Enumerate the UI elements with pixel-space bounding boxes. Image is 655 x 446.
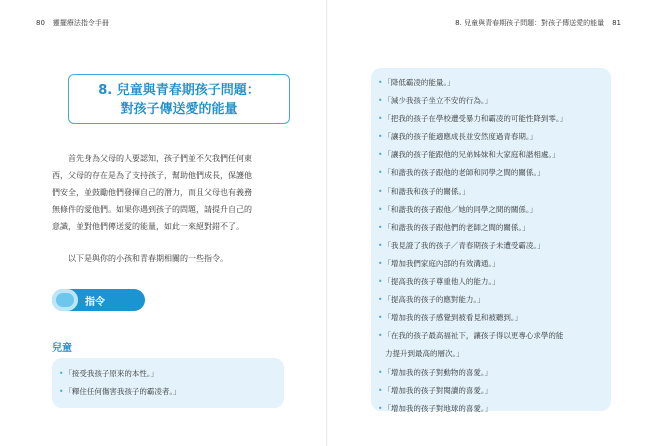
instruction-item: •「我見證了我的孩子／青春期孩子未遭受霸凌。」 (378, 240, 545, 250)
left-page-number: 80 (36, 19, 45, 27)
right-running-header (455, 18, 621, 28)
chapter-title-line2: 對孩子傳送愛的能量 (120, 102, 238, 117)
instruction-item: •「減少我孩子坐立不安的行為。」 (378, 96, 493, 106)
section-heading-children: 兒童 (52, 343, 72, 354)
instruction-item: •「在我的孩子最高福祉下，讓孩子得以更專心求學的能 (378, 331, 564, 341)
instruction-item: •「釋住任何傷害我孩子的霸凌者。」 (59, 387, 181, 397)
left-instruction-box (52, 358, 284, 408)
bullet-icon: • (378, 96, 383, 106)
chapter-title-line1: 8. 兒童與青春期孩子問題： (98, 83, 260, 98)
right-instruction-box (371, 68, 611, 411)
chapter-title-box (68, 74, 290, 124)
badge-circle-icon (52, 289, 78, 311)
instruction-item: •「提高我的孩子尊重他人的能力。」 (378, 277, 500, 287)
instruction-item-continuation: 力提升到最高的層次。」 (385, 349, 464, 359)
bullet-icon: • (378, 78, 383, 87)
instruction-item: •「把我的孩子在學校遭受暴力和霸凌的可能性降到零。」 (378, 114, 568, 124)
bullet-icon: • (378, 277, 383, 287)
instruction-item: •「接受我孩子原來的本性。」 (59, 369, 159, 378)
intro-paragraph (52, 150, 287, 235)
paragraph-line: 西，父母的存在是為了支持孩子，幫助他們成長，保護他 (52, 171, 252, 180)
bullet-icon: • (378, 150, 383, 160)
bullet-icon: • (378, 222, 383, 232)
instruction-item: •「讓我的孩子能跟他的兄弟姊妹和大家庭和諧相處。」 (378, 150, 560, 160)
instruction-item: •「提高我的孩子的應對能力。」 (378, 295, 485, 305)
bullet-icon: • (378, 132, 383, 142)
instruction-item: •「和諧我的孩子跟他的老師和同學之間的關係。」 (378, 168, 545, 178)
paragraph-line: 無條件的愛他們。如果你遇到孩子的問題，請提升自己的 (52, 205, 252, 214)
instruction-item: •「增加我的孩子對地球的喜愛。」 (378, 403, 493, 413)
instruction-item: •「增加我的孩子感覺到被看見和被聽到。」 (378, 313, 523, 323)
instruction-item: •「和諧我的孩子跟他們的老師之間的關係。」 (378, 222, 530, 232)
instruction-item: •「增加我們家庭內部的有效溝通。」 (378, 258, 500, 268)
bullet-icon: • (378, 385, 383, 395)
bullet-icon: • (378, 403, 383, 413)
bullet-icon: • (378, 367, 383, 377)
paragraph-line: 首先身為父母的人要認知，孩子們並不欠我們任何東 (68, 154, 252, 163)
bullet-icon: • (59, 369, 64, 378)
instruction-item: •「和諧我和孩子的關係。」 (378, 186, 470, 196)
paragraph-line: 意識，並對他們傳送愛的能量，如此一來絕對錯不了。 (52, 222, 244, 231)
instruction-item: •「增加我的孩子對閱讀的喜愛。」 (378, 385, 493, 395)
right-running-title: 8. 兒童與青春期孩子問題：對孩子傳送愛的能量 (455, 19, 605, 27)
bullet-icon: • (378, 114, 383, 124)
bullet-icon: • (378, 331, 383, 341)
instruction-item: •「和諧我的孩子跟他／她的同學之間的關係。」 (378, 204, 538, 214)
page-gutter (326, 0, 328, 446)
paragraph-line: 們安全，並鼓勵他們發揮自己的潛力，而且父母也有義務 (52, 188, 252, 197)
instruction-item: •「讓我的孩子能適應成長並安然度過青春期。」 (378, 132, 538, 142)
bullet-icon: • (378, 258, 383, 268)
left-running-header (36, 18, 109, 28)
bullet-icon: • (378, 186, 383, 196)
lead-in-paragraph (52, 250, 287, 267)
bullet-icon: • (378, 313, 383, 323)
bullet-icon: • (378, 240, 383, 250)
bullet-icon: • (378, 204, 383, 214)
left-running-title: 靈擺療法指令手冊 (52, 19, 109, 27)
bullet-icon: • (378, 295, 383, 305)
right-page-number: 81 (612, 19, 621, 27)
bullet-icon: • (378, 168, 383, 178)
bullet-icon: • (59, 387, 64, 397)
instructions-badge (52, 289, 145, 311)
instruction-item: •「降低霸凌的能量。」 (378, 78, 455, 87)
instruction-item: •「增加我的孩子對動物的喜愛。」 (378, 367, 493, 377)
paragraph-line: 以下是與你的小孩和青春期相關的一些指令。 (68, 254, 228, 263)
badge-label: 指令 (85, 297, 105, 308)
